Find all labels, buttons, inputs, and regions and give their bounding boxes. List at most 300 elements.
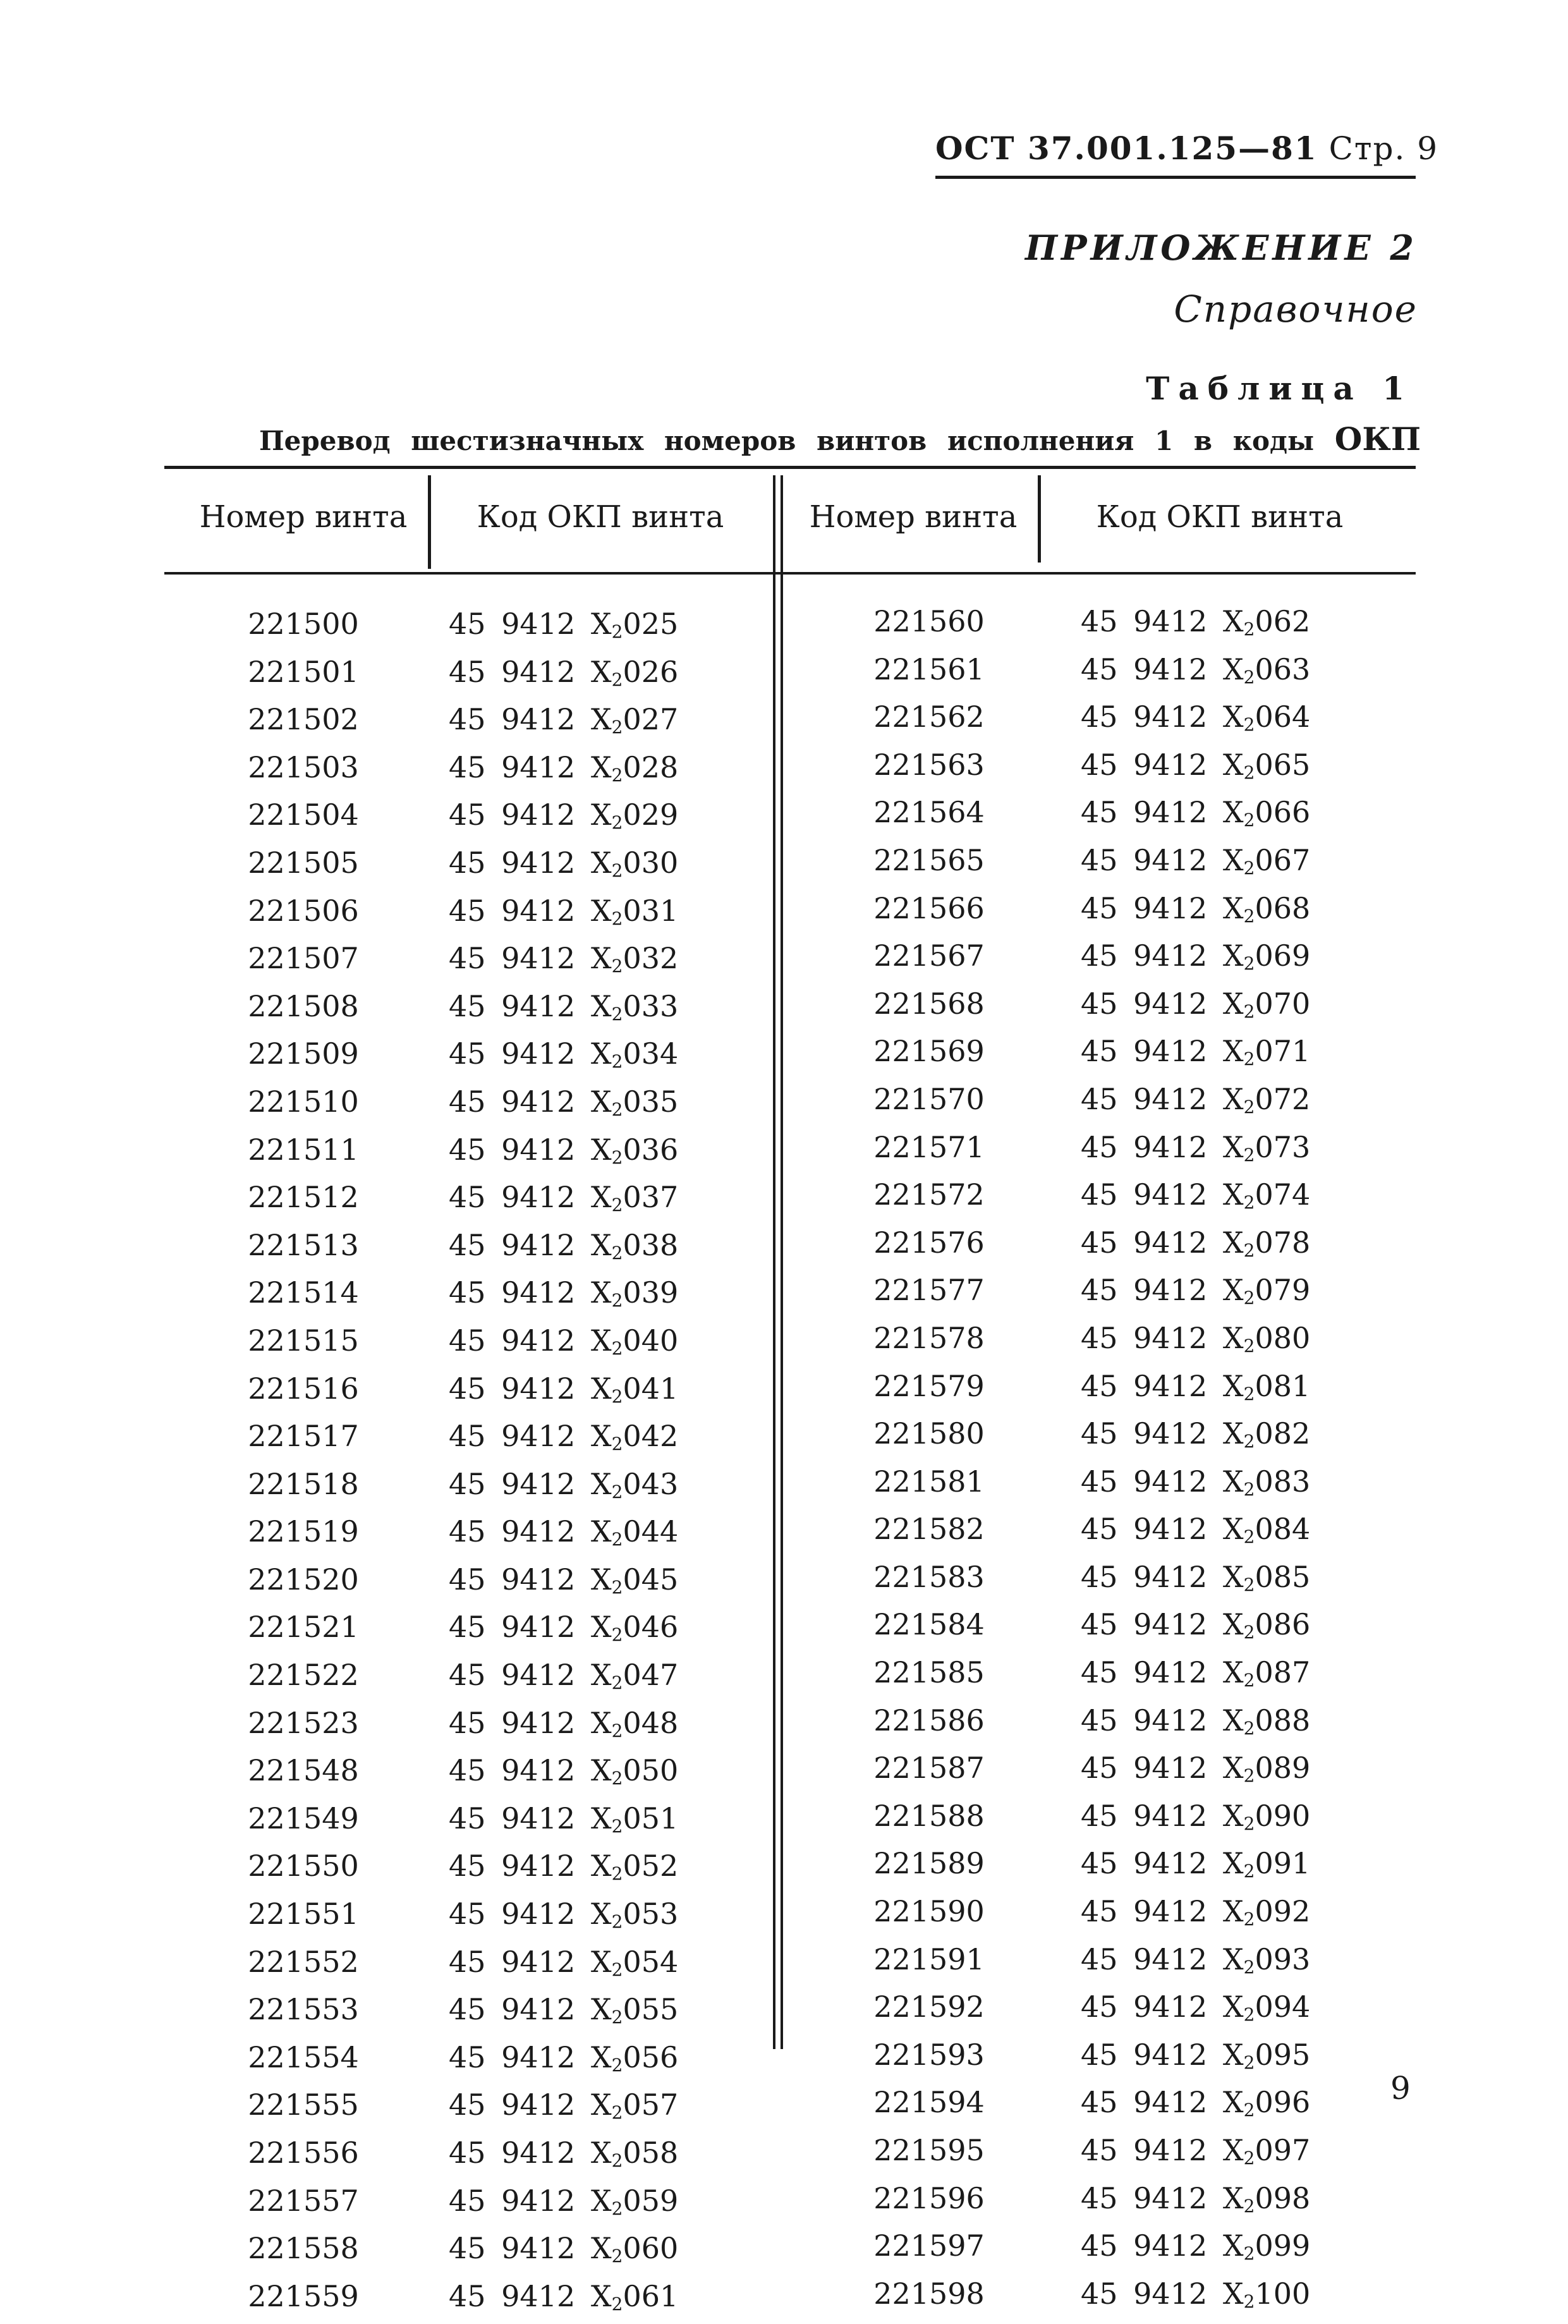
okp-code-prefix: 45 9412	[449, 1992, 576, 2027]
table-row	[209, 1082, 678, 1130]
table-row	[834, 1557, 1310, 1605]
table-row	[209, 987, 678, 1035]
okp-code	[1081, 1080, 1310, 1128]
okp-code-class	[591, 1753, 623, 1787]
table-row	[209, 891, 678, 939]
okp-code-x-subscript: 2	[611, 2150, 623, 2171]
okp-code-suffix: 063	[1255, 652, 1311, 686]
okp-code	[449, 1799, 678, 1847]
okp-code-class	[1223, 1130, 1255, 1164]
table-row	[209, 2229, 678, 2277]
table-caption	[259, 420, 1421, 458]
okp-code	[1081, 1653, 1310, 1701]
okp-code	[1081, 650, 1310, 698]
okp-code-class	[1223, 891, 1255, 925]
okp-code-prefix: 45 9412	[449, 2183, 576, 2218]
table-caption-text: Перевод шестизначных номеров винтов исполнения 1 в коды	[259, 425, 1315, 456]
okp-code-class	[591, 894, 623, 928]
okp-code-suffix: 043	[623, 1466, 679, 1501]
okp-code-x-subscript: 2	[1243, 1096, 1255, 1117]
okp-code	[1081, 889, 1310, 937]
okp-code	[1081, 984, 1310, 1032]
okp-code	[449, 1751, 678, 1799]
okp-code-class	[1223, 1416, 1255, 1451]
okp-code-suffix: 028	[623, 750, 679, 784]
table-row	[209, 1273, 678, 1321]
okp-code-x-subscript: 2	[611, 1337, 623, 1359]
okp-code-class	[1223, 2277, 1255, 2311]
okp-code-x-subscript: 2	[1243, 1765, 1255, 1787]
okp-code-x-subscript: 2	[611, 1672, 623, 1694]
okp-code	[1081, 1557, 1310, 1605]
okp-code-prefix: 45 9412	[449, 2040, 576, 2074]
okp-code-prefix: 45 9412	[1081, 891, 1208, 925]
screw-number: 221595	[873, 2133, 985, 2167]
table-row	[834, 1318, 1310, 1366]
okp-code	[1081, 1175, 1310, 1223]
okp-code-class	[591, 1228, 623, 1262]
okp-code-class	[1223, 987, 1255, 1021]
okp-code-x-subscript: 2	[611, 669, 623, 690]
screw-number: 221562	[873, 700, 985, 734]
okp-code-x-subscript: 2	[1243, 1287, 1255, 1309]
appendix-title: ПРИЛОЖЕНИЕ 2	[1024, 228, 1418, 268]
okp-code	[449, 1082, 678, 1130]
table-row	[834, 1223, 1310, 1271]
okp-code-suffix: 084	[1255, 1512, 1311, 1547]
okp-code-x-letter: X	[1222, 891, 1244, 925]
okp-code-class	[1223, 2181, 1255, 2215]
okp-code-x-letter: X	[1222, 843, 1244, 877]
table-row	[834, 889, 1310, 937]
okp-code-prefix: 45 9412	[1081, 1464, 1208, 1499]
okp-code	[449, 1655, 678, 1703]
table-row	[209, 1799, 678, 1847]
okp-code-suffix: 098	[1255, 2181, 1311, 2215]
okp-code-class	[1223, 1846, 1255, 1880]
okp-code-suffix: 094	[1255, 1990, 1311, 2024]
okp-code-x-subscript: 2	[1243, 1526, 1255, 1548]
okp-code-suffix: 059	[623, 2183, 679, 2218]
okp-code-x-letter: X	[1222, 1655, 1244, 1690]
okp-code-class	[1223, 1369, 1255, 1403]
okp-code-x-letter: X	[1222, 1846, 1244, 1881]
screw-number: 221502	[248, 702, 359, 737]
okp-code-class	[591, 1897, 623, 1931]
okp-code	[1081, 2035, 1310, 2083]
table-row	[834, 1031, 1310, 1080]
screw-number: 221587	[873, 1751, 985, 1786]
okp-code-x-subscript: 2	[611, 2007, 623, 2028]
screw-number: 221508	[248, 989, 359, 1023]
okp-code-class	[1223, 1703, 1255, 1737]
header-separator-right	[1038, 475, 1041, 563]
okp-code-x-subscript: 2	[611, 2198, 623, 2219]
okp-code-x-letter: X	[590, 893, 612, 928]
okp-code-class	[591, 1323, 623, 1358]
okp-code-class	[591, 1467, 623, 1501]
okp-code-prefix: 45 9412	[449, 1944, 576, 1979]
okp-code-suffix: 096	[1255, 2085, 1311, 2120]
okp-code-x-subscript: 2	[1243, 1909, 1255, 1930]
okp-code-class	[1223, 2085, 1255, 2119]
okp-code-x-subscript: 2	[1243, 1144, 1255, 1165]
screw-number: 221554	[248, 2040, 359, 2074]
screw-number: 221512	[248, 1180, 359, 1215]
okp-code-class	[1223, 652, 1255, 686]
okp-code-prefix: 45 9412	[1081, 1846, 1208, 1881]
okp-code-prefix: 45 9412	[1081, 1798, 1208, 1833]
okp-code-prefix: 45 9412	[1081, 2229, 1208, 2263]
table-row	[209, 604, 678, 652]
screw-number: 221588	[873, 1798, 985, 1833]
okp-code	[449, 1130, 678, 1178]
okp-code-prefix: 45 9412	[449, 750, 576, 784]
okp-code-x-subscript: 2	[1243, 2100, 1255, 2121]
okp-code-x-letter: X	[590, 607, 612, 641]
okp-code-x-letter: X	[590, 654, 612, 689]
okp-code-prefix: 45 9412	[449, 1897, 576, 1932]
okp-code-suffix: 045	[623, 1562, 679, 1597]
screw-number: 221555	[248, 2088, 359, 2122]
okp-code-prefix: 45 9412	[449, 1371, 576, 1406]
okp-code-prefix: 45 9412	[449, 1084, 576, 1119]
okp-code	[449, 891, 678, 939]
okp-code-class	[1223, 843, 1255, 877]
okp-code-suffix: 057	[623, 2088, 679, 2122]
okp-code	[1081, 1701, 1310, 1749]
table-row	[834, 1509, 1310, 1557]
table-row	[834, 1748, 1310, 1796]
okp-code	[1081, 1796, 1310, 1844]
okp-code-prefix: 45 9412	[449, 989, 576, 1023]
okp-code-prefix: 45 9412	[449, 1658, 576, 1693]
okp-code-prefix: 45 9412	[1081, 1894, 1208, 1929]
okp-code-x-subscript: 2	[611, 2054, 623, 2076]
okp-code-suffix: 092	[1255, 1894, 1311, 1929]
okp-code	[449, 652, 678, 700]
okp-code	[1081, 1318, 1310, 1366]
screw-number: 221569	[873, 1034, 985, 1069]
okp-code-x-letter: X	[590, 2183, 612, 2218]
okp-code-x-letter: X	[590, 2231, 612, 2266]
okp-code-prefix: 45 9412	[1081, 1559, 1208, 1594]
okp-code	[1081, 1128, 1310, 1176]
table-row	[834, 697, 1310, 745]
okp-code-x-subscript: 2	[611, 1529, 623, 1550]
okp-code-suffix: 082	[1255, 1416, 1311, 1451]
screw-number: 221515	[248, 1323, 359, 1358]
okp-code-x-letter: X	[1222, 2276, 1244, 2311]
okp-code	[1081, 793, 1310, 841]
okp-code-x-subscript: 2	[1243, 762, 1255, 783]
table-row	[209, 1177, 678, 1226]
okp-code-suffix: 029	[623, 798, 679, 832]
table-row	[834, 1892, 1310, 1940]
screw-number: 221521	[248, 1610, 359, 1645]
screw-number: 221516	[248, 1371, 359, 1406]
table-top-rule	[164, 466, 1416, 469]
screw-number: 221550	[248, 1849, 359, 1883]
table-row	[209, 1226, 678, 1274]
okp-code-class	[591, 702, 623, 736]
okp-code-prefix: 45 9412	[1081, 747, 1208, 782]
table-row	[209, 2038, 678, 2086]
okp-code	[449, 1177, 678, 1226]
okp-code-x-subscript: 2	[1243, 1622, 1255, 1643]
okp-code-suffix: 069	[1255, 939, 1311, 973]
okp-code-suffix: 091	[1255, 1846, 1311, 1881]
okp-code-prefix: 45 9412	[449, 1466, 576, 1501]
okp-code-x-letter: X	[1222, 2181, 1244, 2215]
okp-code-class	[1223, 1177, 1255, 1212]
okp-code-x-letter: X	[590, 2088, 612, 2122]
okp-code-x-subscript: 2	[1243, 1335, 1255, 1356]
okp-code	[1081, 1462, 1310, 1510]
screw-number: 221585	[873, 1655, 985, 1690]
okp-code-suffix: 081	[1255, 1368, 1311, 1403]
okp-code-x-subscript: 2	[1243, 619, 1255, 640]
okp-code	[449, 843, 678, 891]
okp-code-prefix: 45 9412	[1081, 1129, 1208, 1164]
okp-code	[1081, 697, 1310, 745]
okp-code-suffix: 060	[623, 2231, 679, 2266]
okp-code-class	[591, 2040, 623, 2074]
table-row	[209, 1416, 678, 1464]
okp-code-suffix: 067	[1255, 843, 1311, 877]
okp-code-suffix: 034	[623, 1037, 679, 1071]
okp-code-x-subscript: 2	[611, 764, 623, 786]
okp-code-x-letter: X	[590, 1132, 612, 1167]
okp-code-suffix: 087	[1255, 1655, 1311, 1690]
okp-code	[1081, 1987, 1310, 2035]
okp-code-x-subscript: 2	[611, 1147, 623, 1168]
screw-number: 221552	[248, 1944, 359, 1979]
okp-code	[1081, 1748, 1310, 1796]
okp-code-x-subscript: 2	[611, 1481, 623, 1502]
okp-code-prefix: 45 9412	[1081, 1081, 1208, 1116]
table-row	[834, 1366, 1310, 1414]
okp-code-x-subscript: 2	[1243, 2195, 1255, 2217]
okp-code-x-letter: X	[590, 1944, 612, 1979]
screw-number: 221556	[248, 2136, 359, 2170]
screw-number: 221566	[873, 891, 985, 925]
okp-code-prefix: 45 9412	[1081, 1225, 1208, 1260]
okp-code-suffix: 062	[1255, 604, 1311, 638]
okp-code-x-subscript: 2	[611, 2102, 623, 2124]
okp-code-class	[1223, 1464, 1255, 1499]
okp-code-class	[591, 607, 623, 641]
okp-code	[449, 1273, 678, 1321]
okp-code-x-letter: X	[1222, 1320, 1244, 1355]
okp-code-suffix: 078	[1255, 1225, 1311, 1260]
table-label: Таблица 1	[1146, 370, 1413, 407]
okp-code	[449, 1846, 678, 1894]
okp-code	[1081, 1892, 1310, 1940]
okp-code-suffix: 046	[623, 1610, 679, 1645]
okp-code-x-subscript: 2	[1243, 1670, 1255, 1691]
okp-code-suffix: 041	[623, 1371, 679, 1406]
screw-number: 221580	[873, 1416, 985, 1451]
okp-code-prefix: 45 9412	[449, 1180, 576, 1215]
screw-number: 221559	[248, 2278, 359, 2313]
okp-code-suffix: 079	[1255, 1273, 1311, 1308]
header-screw-number-left: Номер винта	[199, 499, 408, 535]
okp-code-suffix: 090	[1255, 1798, 1311, 1833]
screw-number: 221598	[873, 2276, 985, 2311]
table-right-half	[834, 602, 1310, 2321]
screw-number: 221561	[873, 652, 985, 686]
screw-number: 221572	[873, 1177, 985, 1212]
okp-code-suffix: 035	[623, 1084, 679, 1119]
screw-number: 221577	[873, 1273, 985, 1308]
okp-code-class	[591, 655, 623, 689]
okp-code-prefix: 45 9412	[449, 1227, 576, 1262]
okp-code-prefix: 45 9412	[1081, 1990, 1208, 2024]
screw-number: 221570	[873, 1081, 985, 1116]
okp-code-class	[591, 2279, 623, 2313]
okp-code-x-subscript: 2	[611, 956, 623, 977]
okp-code-class	[1223, 1226, 1255, 1260]
okp-code-prefix: 45 9412	[449, 1514, 576, 1549]
okp-code-suffix: 039	[623, 1275, 679, 1310]
okp-code-suffix: 042	[623, 1419, 679, 1454]
okp-code-x-subscript: 2	[611, 1098, 623, 1120]
okp-code-suffix: 085	[1255, 1559, 1311, 1594]
okp-code-x-letter: X	[1222, 986, 1244, 1021]
screw-number: 221576	[873, 1225, 985, 1260]
okp-code-x-letter: X	[1222, 795, 1244, 830]
okp-code	[449, 1416, 678, 1464]
okp-code	[1081, 2226, 1310, 2274]
okp-code-x-letter: X	[590, 1849, 612, 1883]
okp-code-class	[1223, 2229, 1255, 2263]
table-row	[209, 1321, 678, 1369]
okp-code-x-subscript: 2	[1243, 2052, 1255, 2073]
screw-number: 221594	[873, 2085, 985, 2120]
okp-code-x-letter: X	[590, 702, 612, 737]
okp-code-suffix: 099	[1255, 2229, 1311, 2263]
okp-code-suffix: 066	[1255, 795, 1311, 830]
okp-code	[1081, 1605, 1310, 1653]
okp-code-class	[591, 1610, 623, 1644]
screw-number: 221519	[248, 1514, 359, 1549]
screw-number: 221518	[248, 1466, 359, 1501]
okp-code	[1081, 745, 1310, 793]
table-row	[834, 841, 1310, 889]
table-row	[834, 2035, 1310, 2083]
okp-code-x-letter: X	[1222, 1798, 1244, 1833]
okp-code-x-letter: X	[1222, 939, 1244, 973]
table-row	[834, 1701, 1310, 1749]
okp-code-prefix: 45 9412	[1081, 1416, 1208, 1451]
okp-code-prefix: 45 9412	[1081, 2037, 1208, 2072]
okp-code-x-letter: X	[590, 798, 612, 832]
okp-code-x-subscript: 2	[1243, 2148, 1255, 2169]
table-row	[209, 2133, 678, 2181]
okp-code-class	[591, 1706, 623, 1740]
screw-number: 221597	[873, 2229, 985, 2263]
page-number: 9	[1390, 2070, 1411, 2107]
okp-code-suffix: 086	[1255, 1607, 1311, 1642]
okp-code-suffix: 097	[1255, 2133, 1311, 2167]
table-row	[834, 1175, 1310, 1223]
okp-code	[449, 2038, 678, 2086]
okp-code-prefix: 45 9412	[1081, 1512, 1208, 1547]
okp-code-x-letter: X	[1222, 1464, 1244, 1499]
okp-code-class	[591, 1801, 623, 1835]
screw-number: 221579	[873, 1368, 985, 1403]
okp-code	[1081, 2179, 1310, 2227]
okp-code-suffix: 058	[623, 2136, 679, 2170]
okp-code	[1081, 1509, 1310, 1557]
table-row	[209, 1846, 678, 1894]
okp-code-prefix: 45 9412	[1081, 2133, 1208, 2167]
okp-code-prefix: 45 9412	[1081, 652, 1208, 686]
okp-code-prefix: 45 9412	[1081, 2181, 1208, 2215]
okp-code-prefix: 45 9412	[1081, 1177, 1208, 1212]
okp-code-class	[591, 2184, 623, 2218]
okp-code-class	[591, 2136, 623, 2170]
center-double-line-b	[781, 475, 783, 2049]
table-row	[209, 700, 678, 748]
okp-code-class	[591, 798, 623, 832]
okp-code-x-subscript: 2	[611, 1624, 623, 1646]
okp-code-x-subscript: 2	[1243, 714, 1255, 736]
okp-code-x-letter: X	[1222, 2085, 1244, 2120]
okp-code	[1081, 2274, 1310, 2322]
screw-number: 221584	[873, 1607, 985, 1642]
okp-code-suffix: 032	[623, 941, 679, 976]
okp-code-suffix: 025	[623, 607, 679, 641]
okp-code	[449, 748, 678, 796]
okp-code-x-letter: X	[1222, 604, 1244, 638]
okp-code-x-letter: X	[1222, 652, 1244, 686]
screw-number: 221522	[248, 1658, 359, 1693]
okp-code-class	[1223, 795, 1255, 829]
okp-code-class	[1223, 2038, 1255, 2072]
okp-code-prefix: 45 9412	[1081, 1368, 1208, 1403]
okp-code-suffix: 080	[1255, 1320, 1311, 1355]
okp-code-x-letter: X	[590, 2278, 612, 2313]
okp-code-x-letter: X	[590, 1037, 612, 1071]
table-row	[834, 1414, 1310, 1462]
table-row	[834, 1796, 1310, 1844]
okp-code	[449, 700, 678, 748]
table-row	[834, 1940, 1310, 1988]
screw-number: 221548	[248, 1753, 359, 1788]
table-row	[834, 1605, 1310, 1653]
table-caption-okp: ОКП	[1334, 420, 1421, 458]
okp-code-x-subscript: 2	[611, 1768, 623, 1789]
okp-code-x-subscript: 2	[1243, 1956, 1255, 1978]
okp-code-class	[1223, 1799, 1255, 1833]
okp-code	[449, 2133, 678, 2181]
screw-number: 221578	[873, 1320, 985, 1355]
okp-code-class	[1223, 1607, 1255, 1641]
table-left-half	[209, 604, 678, 2324]
screw-number: 221567	[873, 939, 985, 973]
okp-code-x-subscript: 2	[611, 1385, 623, 1407]
screw-number: 221504	[248, 798, 359, 832]
okp-code-suffix: 055	[623, 1992, 679, 2027]
header-screw-number-right: Номер винта	[809, 499, 1018, 535]
okp-code-prefix: 45 9412	[1081, 843, 1208, 877]
okp-code-x-subscript: 2	[611, 1911, 623, 1933]
screw-number: 221503	[248, 750, 359, 784]
okp-code-x-subscript: 2	[611, 1815, 623, 1837]
screw-number: 221520	[248, 1562, 359, 1597]
